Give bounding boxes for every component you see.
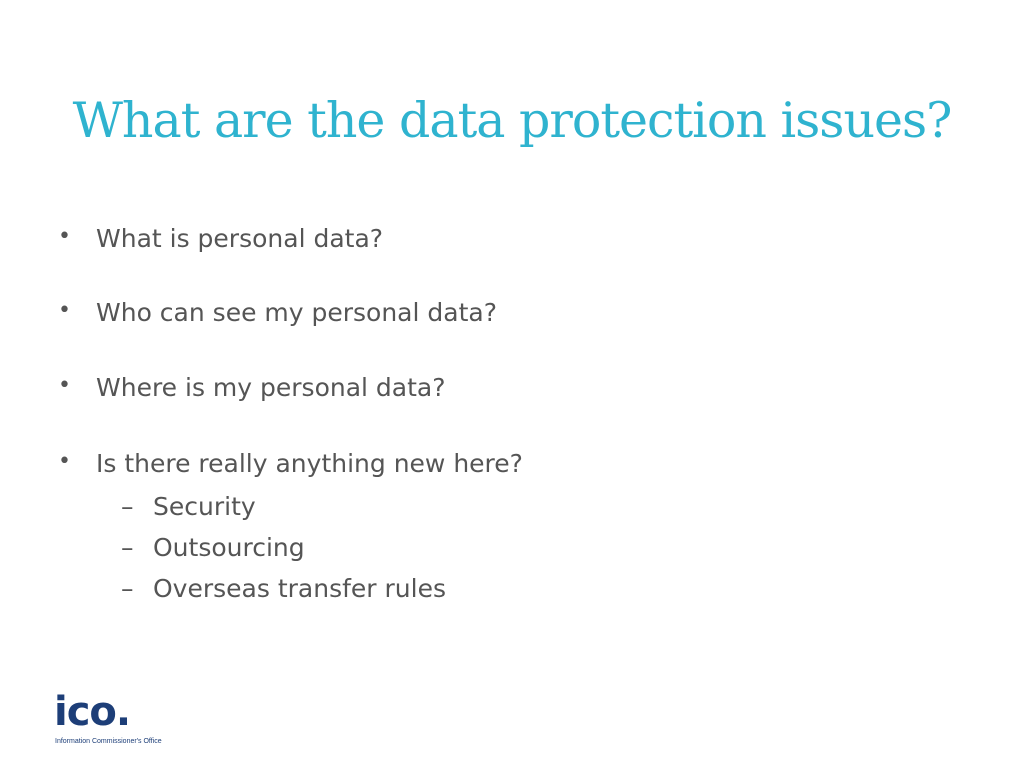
logo-wordmark: ico. (54, 689, 131, 735)
bullet-icon: • (58, 298, 71, 323)
bullet-text: Is there really anything new here? (96, 449, 523, 478)
bullet-icon: • (58, 449, 71, 474)
bullet-text: Where is my personal data? (96, 373, 446, 402)
dash-icon: – (121, 574, 134, 603)
dash-icon: – (121, 492, 134, 521)
bullet-text: Who can see my personal data? (96, 298, 497, 327)
slide-title: What are the data protection issues? (72, 92, 952, 149)
bullet-icon: • (58, 373, 71, 398)
sub-item-text: Overseas transfer rules (153, 574, 446, 603)
ico-logo (54, 689, 194, 752)
bullet-icon: • (58, 224, 71, 249)
sub-item-text: Outsourcing (153, 533, 305, 562)
logo-subtitle: Information Commissioner's Office (55, 738, 162, 745)
dash-icon: – (121, 533, 134, 562)
bullet-text: What is personal data? (96, 224, 384, 253)
sub-item-text: Security (153, 492, 256, 521)
